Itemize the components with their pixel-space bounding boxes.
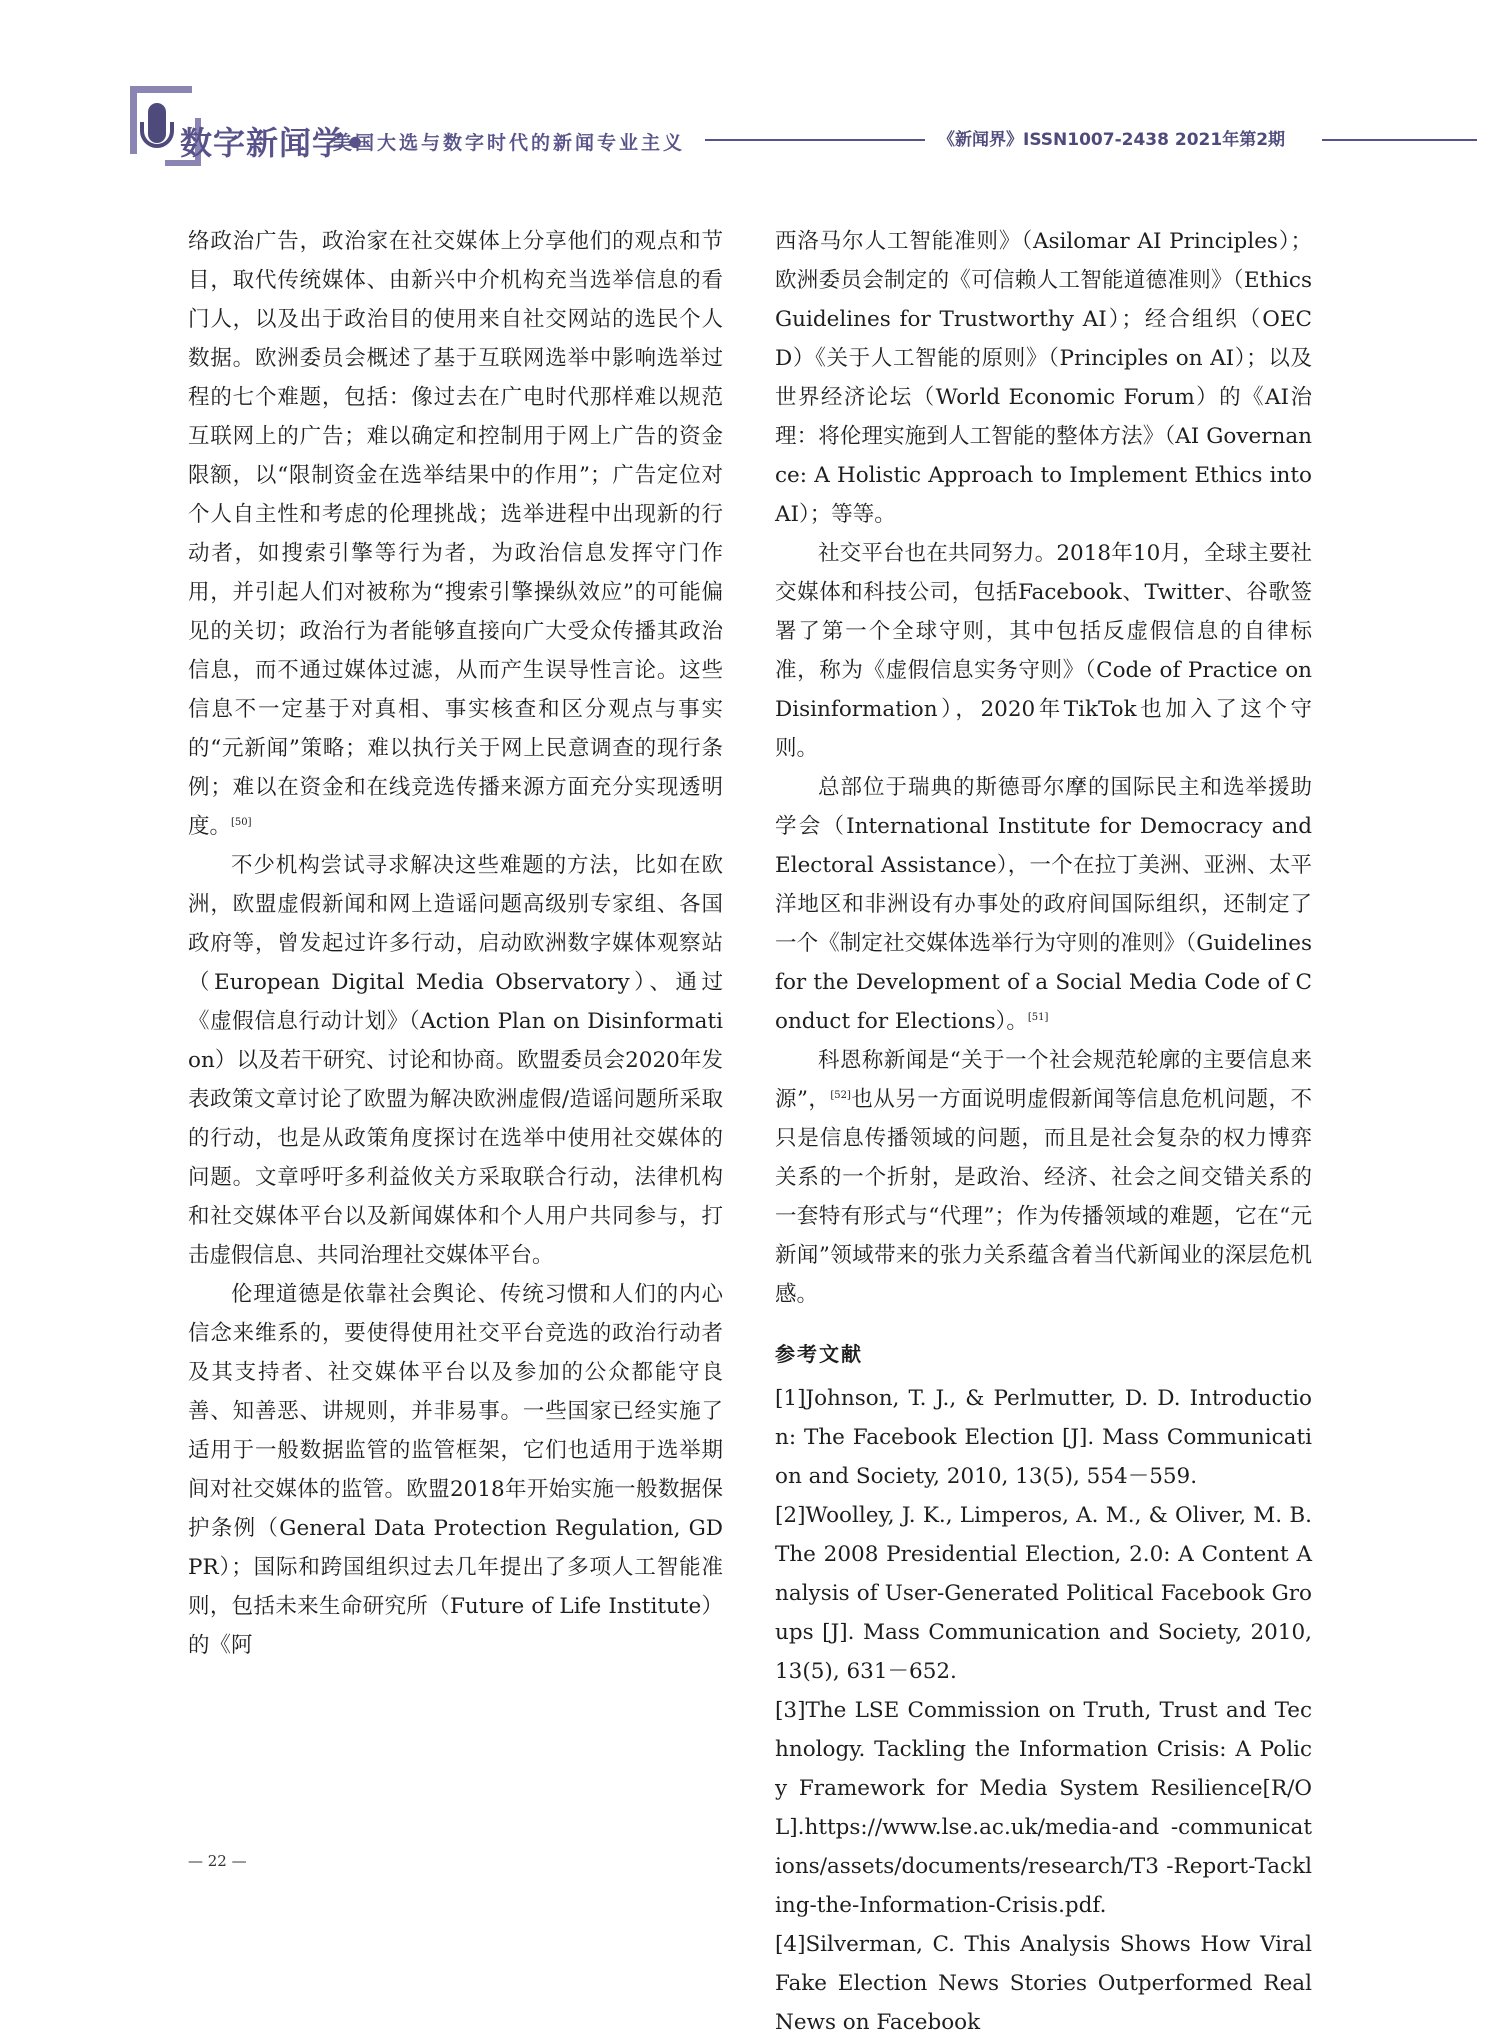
citation-marker: [50]: [231, 816, 252, 828]
issue-info: 《新闻界》ISSN1007-2438 2021年第2期: [938, 130, 1286, 150]
paragraph-text: 总部位于瑞典的斯德哥尔摩的国际民主和选举援助学会（International Institute for Democracy and Electoral Assistance），一个在拉丁美洲、亚洲、太平洋地区和非洲设有办事处的政府间国际组织，还制定了一个《制定社交媒体选举行为守则的准则》（Guidelines for the Development of a Social Media Code of Conduct for Elections）。: [775, 775, 1312, 1034]
column-title: 美国大选与数字时代的新闻专业主义: [333, 132, 686, 154]
paragraph: 社交平台也在共同努力。2018年10月，全球主要社交媒体和科技公司，包括Facebook、Twitter、谷歌签署了第一个全球守则，其中包括反虚假信息的自律标准，称为《虚假信息实务守则》（Code of Practice on Disinformation），2020年TikTok也加入了这个守则。: [775, 541, 1312, 761]
left-column: [188, 222, 723, 1665]
citation-marker: [52]: [830, 1089, 851, 1101]
header-divider-left: [705, 139, 925, 141]
citation-marker: [51]: [1027, 1011, 1049, 1023]
page-number: — 22 —: [188, 1852, 247, 1870]
paragraph: [775, 1041, 1312, 1314]
journal-name: 数字新闻学•: [180, 124, 367, 162]
paragraph: [188, 222, 723, 846]
right-column: [775, 222, 1312, 2042]
paragraph: 不少机构尝试寻求解决这些难题的方法，比如在欧洲，欧盟虚假新闻和网上造谣问题高级别专家组、各国政府等，曾发起过许多行动，启动欧洲数字媒体观察站（European Digital Media Observatory）、通过《虚假信息行动计划》（Action Plan on Disinformation）以及若干研究、讨论和协商。欧盟委员会2020年发表政策文章讨论了欧盟为解决欧洲虚假/造谣问题所采取的行动，也是从政策角度探讨在选举中使用社交媒体的问题。文章呼吁多利益攸关方采取联合行动，法律机构和社交媒体平台以及新闻媒体和个人用户共同参与，打击虚假信息、共同治理社交媒体平台。: [188, 853, 723, 1268]
reference-item: [2]Woolley, J. K., Limperos, A. M., & Oliver, M. B. The 2008 Presidential Election, 2.0: A Content Analysis of User-Generated Political Facebook Groups [J]. Mass Communication and Society, 2010, 13(5), 631－652.: [775, 1503, 1312, 1684]
reference-item: [3]The LSE Commission on Truth, Trust and Technology. Tackling the Information Crisis: A Policy Framework for Media System Resilience[R/OL].https://www.lse.ac.uk/media-and -communications/assets/documents/research/T3 -Report-Tackling-the-Information-Crisis.pdf.: [775, 1698, 1312, 1918]
references-heading: 参考文献: [775, 1342, 863, 1366]
reference-item: [4]Silverman, C. This Analysis Shows How Viral Fake Election News Stories Outperformed Real News on Facebook: [775, 1932, 1312, 2035]
paragraph: 伦理道德是依靠社会舆论、传统习惯和人们的内心信念来维系的，要使得使用社交平台竞选的政治行动者及其支持者、社交媒体平台以及参加的公众都能守良善、知善恶、讲规则，并非易事。一些国家已经实施了适用于一般数据监管的监管框架，它们也适用于选举期间对社交媒体的监管。欧盟2018年开始实施一般数据保护条例（General Data Protection Regulation, GDPR）；国际和跨国组织过去几年提出了多项人工智能准则，包括未来生命研究所（Future of Life Institute）的《阿: [188, 1282, 723, 1658]
paragraph-text: 络政治广告，政治家在社交媒体上分享他们的观点和节目，取代传统媒体、由新兴中介机构充当选举信息的看门人，以及出于政治目的使用来自社交网站的选民个人数据。欧洲委员会概述了基于互联网选举中影响选举过程的七个难题，包括：像过去在广电时代那样难以规范互联网上的广告；难以确定和控制用于网上广告的资金限额，以“限制资金在选举结果中的作用”；广告定位对个人自主性和考虑的伦理挑战；选举进程中出现新的行动者，如搜索引擎等行为者，为政治信息发挥守门作用，并引起人们对被称为“搜索引擎操纵效应”的可能偏见的关切；政治行为者能够直接向广大受众传播其政治信息，而不通过媒体过滤，从而产生误导性言论。这些信息不一定基于对真相、事实核查和区分观点与事实的“元新闻”策略；难以执行关于网上民意调查的现行条例；难以在资金和在线竞选传播来源方面充分实现透明度。: [188, 229, 723, 839]
paragraph-text: 科恩称新闻是“关于一个社会规范轮廓的主要信息来源”，: [775, 1048, 1312, 1112]
reference-item: [1]Johnson, T. J., & Perlmutter, D. D. Introduction: The Facebook Election [J]. Mass Communication and Society, 2010, 13(5), 554－559.: [775, 1386, 1312, 1489]
paragraph: 西洛马尔人工智能准则》（Asilomar AI Principles）；欧洲委员会制定的《可信赖人工智能道德准则》（Ethics Guidelines for Trustworthy AI）；经合组织（OECD）《关于人工智能的原则》（Principles on AI）；以及世界经济论坛（World Economic Forum）的《AI治理：将伦理实施到人工智能的整体方法》（AI Governance: A Holistic Approach to Implement Ethics into AI）；等等。: [775, 229, 1312, 527]
paragraph-text: 也从另一方面说明虚假新闻等信息危机问题，不只是信息传播领域的问题，而且是社会复杂的权力博弈关系的一个折射，是政治、经济、社会之间交错关系的一套特有形式与“代理”；作为传播领域的难题，它在“元新闻”领域带来的张力关系蕴含着当代新闻业的深层危机感。: [775, 1087, 1312, 1307]
header-divider-right: [1322, 139, 1477, 141]
microphone-icon: [148, 103, 166, 143]
paragraph: [775, 768, 1312, 1041]
